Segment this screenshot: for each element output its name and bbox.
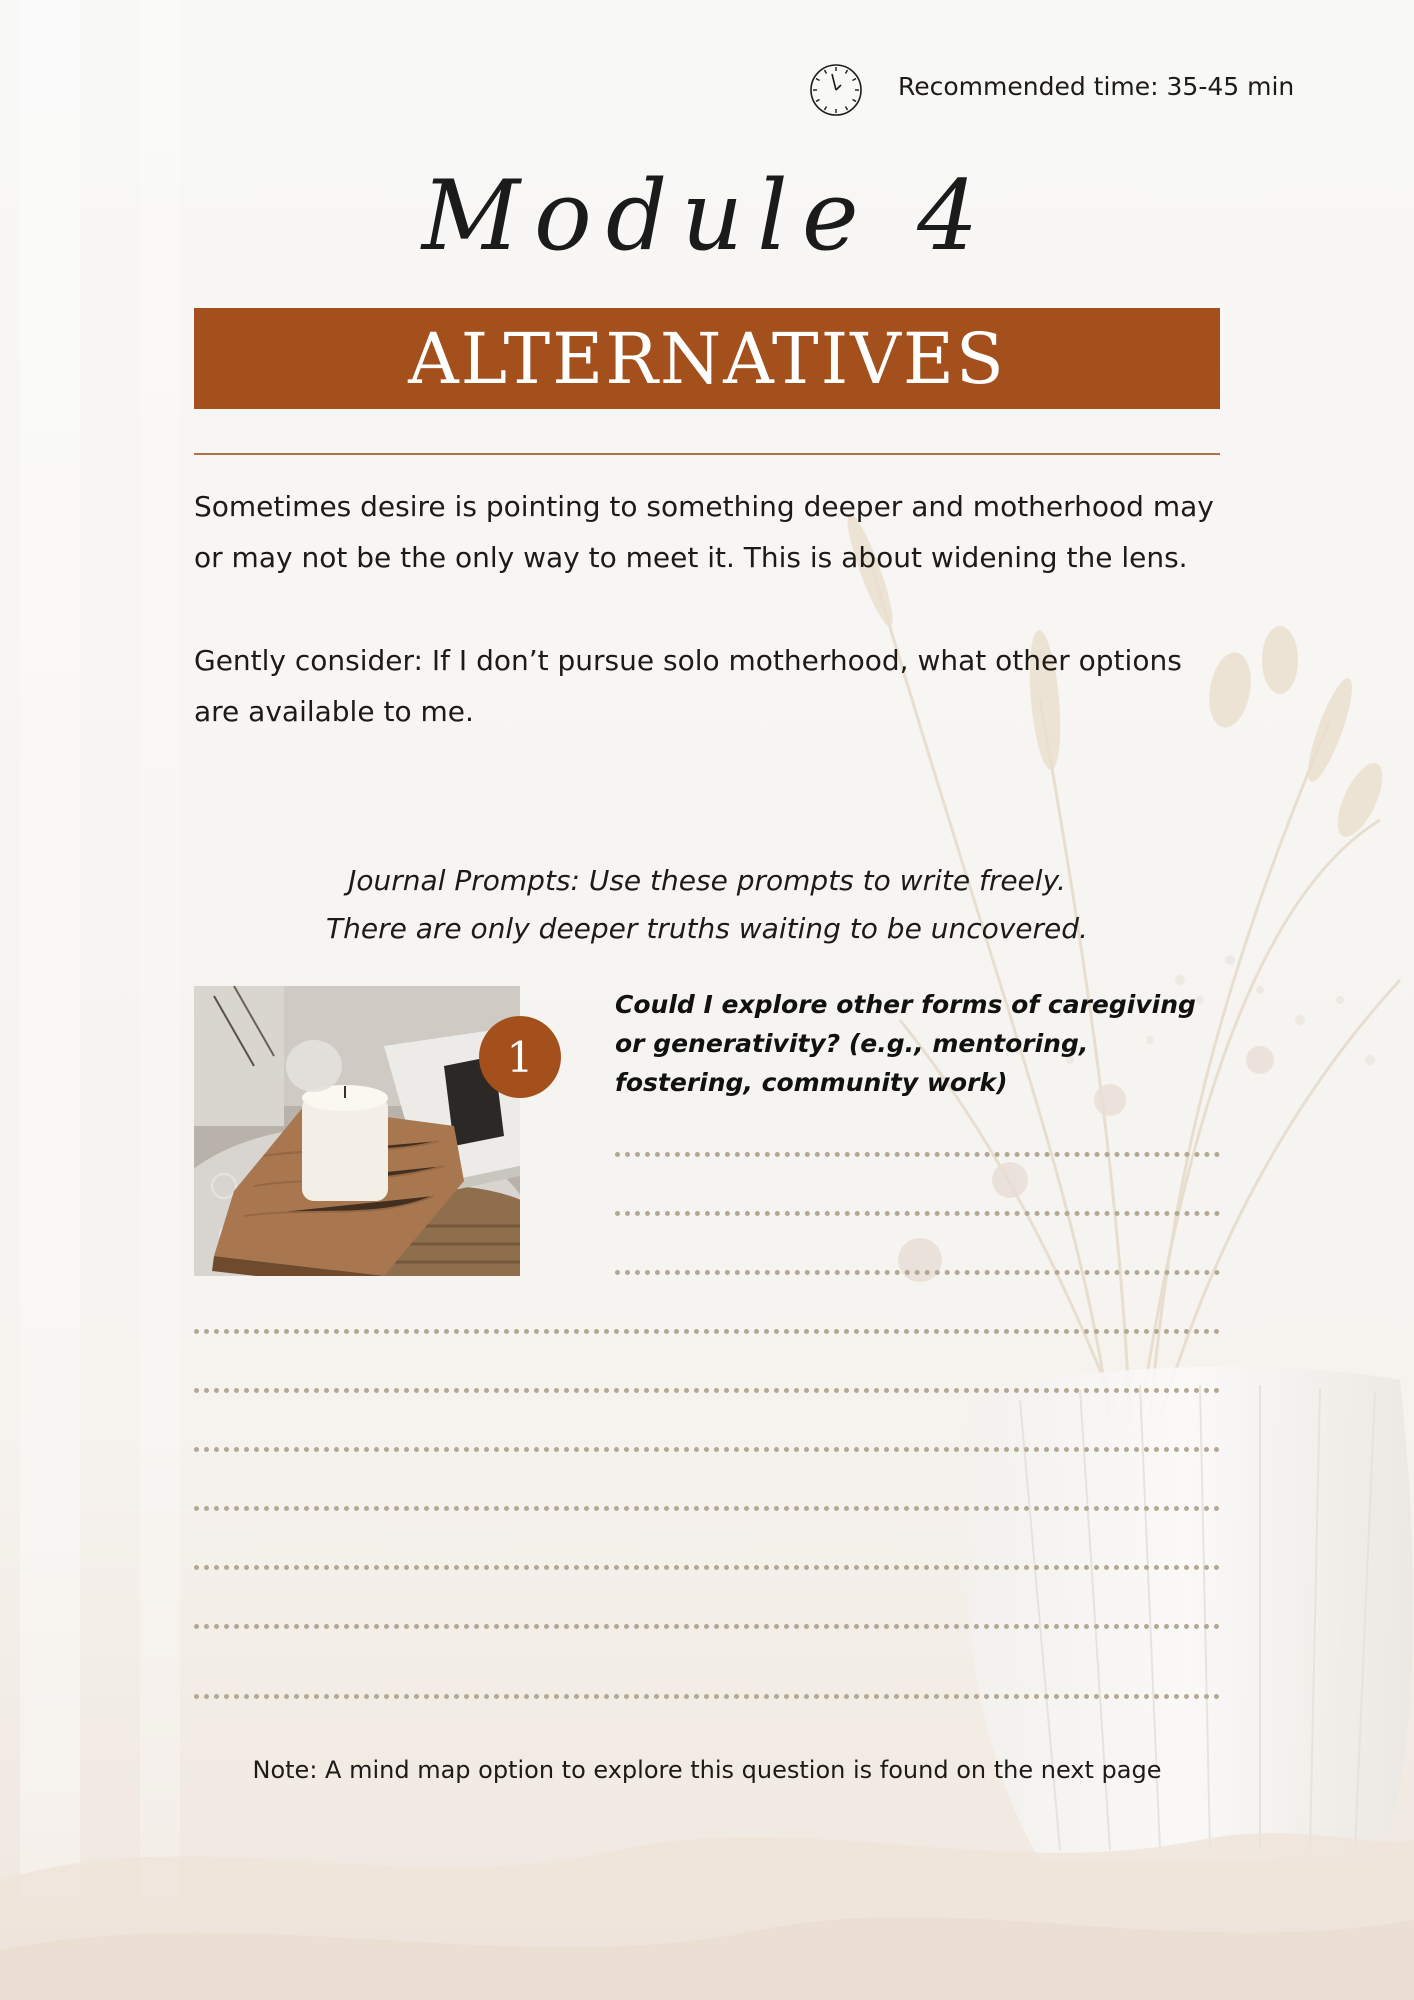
intro-paragraph: Sometimes desire is pointing to something deeper and motherhood may or may not be the only way to meet it. This is about widening the lens. (194, 490, 1214, 574)
prompt-number: 1 (506, 1032, 534, 1082)
writing-line[interactable] (194, 1447, 1220, 1452)
divider (194, 453, 1220, 455)
journal-intro-line1: Journal Prompts: Use these prompts to write freely. (348, 864, 1066, 897)
prompt-question: Could I explore other forms of caregiving or generativity? (e.g., mentoring, fostering, community work) (615, 990, 1196, 1097)
writing-line[interactable] (194, 1506, 1220, 1511)
writing-line[interactable] (615, 1270, 1220, 1275)
module-script-title: Module 4 (421, 160, 993, 272)
journal-intro-line2: There are only deeper truths waiting to be uncovered. (326, 912, 1088, 945)
clock-icon (808, 62, 864, 118)
candle-photo (194, 986, 520, 1276)
title-banner (194, 308, 1220, 409)
prompt-number-badge (479, 1016, 561, 1098)
footer-note: Note: A mind map option to explore this question is found on the next page (252, 1756, 1162, 1784)
writing-line[interactable] (615, 1152, 1220, 1157)
consider-paragraph: Gently consider: If I don’t pursue solo motherhood, what other options are available to me. (194, 644, 1182, 728)
writing-line[interactable] (194, 1694, 1220, 1699)
writing-line[interactable] (194, 1565, 1220, 1570)
writing-line[interactable] (615, 1211, 1220, 1216)
journal-intro (200, 857, 1214, 953)
banner-title: ALTERNATIVES (408, 317, 1006, 400)
recommended-time: Recommended time: 35-45 min (898, 72, 1295, 101)
writing-line[interactable] (194, 1624, 1220, 1629)
writing-line[interactable] (194, 1388, 1220, 1393)
writing-line[interactable] (194, 1329, 1220, 1334)
